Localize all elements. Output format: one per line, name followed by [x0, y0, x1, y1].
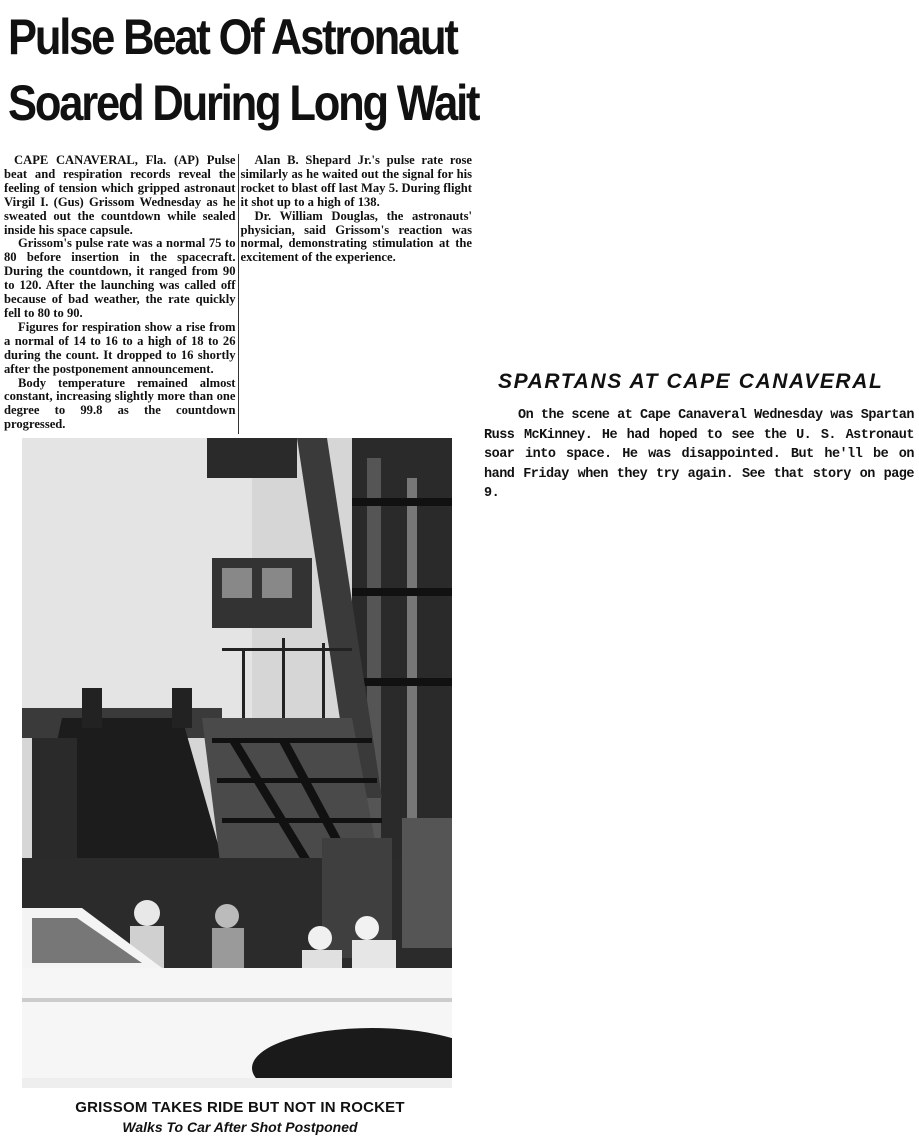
article-body — [4, 154, 472, 434]
photo-caption-title: GRISSOM TAKES RIDE BUT NOT IN ROCKET — [75, 1099, 405, 1116]
article-paragraph: Body temperature remained almost constant, increasing slightly more than one degree to 99.8 as the countdown progressed. — [4, 375, 236, 432]
photo-caption — [22, 1098, 458, 1136]
sidebar-heading: SPARTANS AT CAPE CANAVERAL — [498, 370, 884, 393]
sidebar-body: On the scene at Cape Canaveral Wednesday was Spartan Russ McKinney. He had hoped to see the U. S. Astronaut soar into space. He was disappointed. But he'll be on hand Friday when they try again. See that story on page 9. — [484, 408, 914, 501]
headline — [8, 4, 479, 136]
news-photo — [22, 438, 452, 1088]
headline-line-2: Soared During Long Wait — [8, 75, 479, 131]
dateline: CAPE CANAVERAL, Fla. (AP) — [14, 153, 200, 167]
article-paragraph-text: Pulse beat and respiration records reveal the feeling of tension which gripped astronaut Virgil I. (Gus) Grissom Wednesday as he sweated out the countdown while sealed inside his space capsule. — [4, 153, 236, 237]
photo-caption-subtitle: Walks To Car After Shot Postponed — [122, 1119, 358, 1135]
article-paragraph: Dr. William Douglas, the astronauts' physician, said Grissom's reaction was normal, demonstrating stimulation at the excitement of the experience. — [240, 208, 472, 265]
article-paragraph — [4, 154, 236, 237]
article-paragraph: Figures for respiration show a rise from a normal of 14 to 16 to a high of 18 to 26 during the count. It dropped to 16 shortly after the postponement announcement. — [4, 319, 236, 376]
article-paragraph: Grissom's pulse rate was a normal 75 to 80 before insertion in the spacecraft. During the countdown, it ranged from 90 to 120. After the launching was called off because of bad weather, the rate quickly fell to 80 to 90. — [4, 236, 236, 320]
headline-line-1: Pulse Beat Of Astronaut — [8, 9, 457, 65]
news-photo-illustration — [22, 438, 452, 1088]
article-paragraph: Alan B. Shepard Jr.'s pulse rate rose similarly as he waited out the signal for his rocket to blast off last May 5. During flight it shot up to a high of 138. — [240, 153, 472, 209]
